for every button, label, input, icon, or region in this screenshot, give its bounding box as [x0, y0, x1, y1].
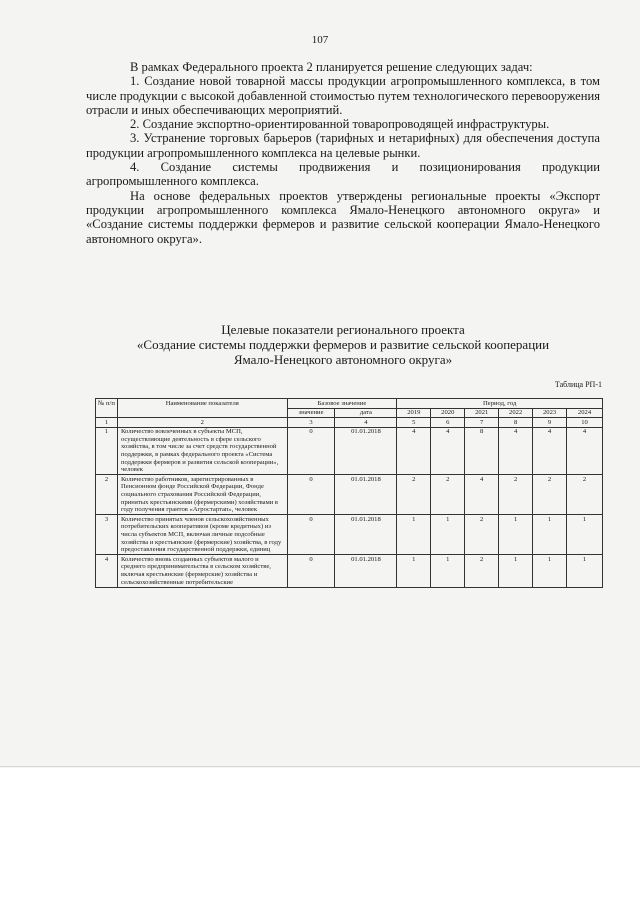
- header-value: значение: [287, 408, 335, 418]
- row-number: 4: [96, 555, 118, 587]
- year-value: 2: [499, 475, 533, 515]
- paragraph: 1. Создание новой товарной массы продукции агропромышленного комплекса, в том числе продукции с высокой добавленной стоимостью путем технологического перевооружения отрасли и иных обеспечивающих мероприятий.: [86, 74, 600, 117]
- indicator-name: Количество работников, зарегистрированных в Пенсионном фонде Российской Федерации, Фонде социального страхования Российской Федерации, принятых крестьянскими (фермерскими) хозяйствами в году получения грантов «Агростартап», человек: [117, 475, 287, 515]
- year-value: 2: [431, 475, 465, 515]
- paragraph: 4. Создание системы продвижения и позиционирования продукции агропромышленного комплекса.: [86, 160, 600, 189]
- row-number: 2: [96, 475, 118, 515]
- indicator-name: Количество принятых членов сельскохозяйственных потребительских кооперативов (кроме кредитных) из числа субъектов МСП, включая личные подсобные хозяйства и крестьянские (фермерские) хозяйства, в году предоставления государственной поддержки, единиц: [117, 515, 287, 555]
- year-value: 1: [431, 515, 465, 555]
- header-year: 2019: [397, 408, 431, 418]
- header-number: № п/п: [96, 399, 118, 418]
- year-value: 1: [567, 515, 603, 555]
- year-value: 2: [397, 475, 431, 515]
- column-number-row: [96, 418, 603, 428]
- page-number: 107: [311, 34, 329, 46]
- year-value: 1: [499, 555, 533, 587]
- header-date: дата: [335, 408, 397, 418]
- header-year: 2023: [533, 408, 567, 418]
- year-value: 1: [431, 555, 465, 587]
- indicators-table: [95, 398, 603, 588]
- year-value: 1: [397, 515, 431, 555]
- base-value: 0: [287, 515, 335, 555]
- year-value: 1: [567, 555, 603, 587]
- base-date: 01.01.2018: [335, 555, 397, 587]
- row-number: 3: [96, 515, 118, 555]
- base-date: 01.01.2018: [335, 515, 397, 555]
- header-year: 2024: [567, 408, 603, 418]
- base-date: 01.01.2018: [335, 427, 397, 475]
- column-number: 9: [533, 418, 567, 428]
- section-title-line: Ямало-Ненецкого автономного округа»: [233, 352, 453, 367]
- paragraph: 3. Устранение торговых барьеров (тарифных и нетарифных) для обеспечения доступа продукции агропромышленного комплекса на целевые рынки.: [86, 131, 600, 160]
- year-value: 1: [533, 555, 567, 587]
- year-value: 8: [465, 427, 499, 475]
- table-row: [96, 515, 603, 555]
- base-value: 0: [287, 555, 335, 587]
- year-value: 1: [533, 515, 567, 555]
- base-value: 0: [287, 427, 335, 475]
- year-value: 4: [465, 475, 499, 515]
- header-base-value: Базовое значение: [287, 399, 397, 409]
- year-value: 2: [465, 515, 499, 555]
- year-value: 4: [533, 427, 567, 475]
- table-row: [96, 555, 603, 587]
- paragraph: В рамках Федерального проекта 2 планируется решение следующих задач:: [130, 60, 533, 74]
- column-number: 7: [465, 418, 499, 428]
- year-value: 1: [397, 555, 431, 587]
- page-edge: [0, 766, 640, 767]
- column-number: 10: [567, 418, 603, 428]
- header-period: Период, год: [397, 399, 603, 409]
- year-value: 4: [499, 427, 533, 475]
- year-value: 2: [533, 475, 567, 515]
- column-number: 4: [335, 418, 397, 428]
- base-value: 0: [287, 475, 335, 515]
- table-row: [96, 427, 603, 475]
- column-number: 3: [287, 418, 335, 428]
- indicator-name: Количество вновь созданных субъектов малого и среднего предпринимательства в сельском хозяйстве, включая крестьянские (фермерские) хозяйства и сельскохозяйственные потребительские: [117, 555, 287, 587]
- body-text: [86, 60, 600, 246]
- year-value: 4: [431, 427, 465, 475]
- table-caption: Таблица РП-1: [554, 380, 602, 389]
- section-title: [86, 322, 600, 367]
- year-value: 2: [465, 555, 499, 587]
- header-year: 2021: [465, 408, 499, 418]
- table-row: [96, 475, 603, 515]
- header-indicator-name: Наименование показателя: [117, 399, 287, 418]
- column-number: 8: [499, 418, 533, 428]
- table-header-row: [96, 399, 603, 409]
- paragraph: 2. Создание экспортно-ориентированной товаропроводящей инфраструктуры.: [130, 117, 550, 132]
- year-value: 4: [567, 427, 603, 475]
- column-number: 2: [117, 418, 287, 428]
- column-number: 6: [431, 418, 465, 428]
- row-number: 1: [96, 427, 118, 475]
- column-number: 1: [96, 418, 118, 428]
- year-value: 2: [567, 475, 603, 515]
- indicator-name: Количество вовлеченных в субъекты МСП, осуществляющие деятельность в сфере сельского хозяйства, в том числе за счет средств государственной поддержки, в рамках федерального проекта «Система поддержки фермеров и развития сельской кооперации», человек: [117, 427, 287, 475]
- section-title-line: «Создание системы поддержки фермеров и развитие сельской кооперации: [136, 337, 550, 352]
- column-number: 5: [397, 418, 431, 428]
- section-title-line: Целевые показатели регионального проекта: [221, 322, 465, 337]
- paragraph: На основе федеральных проектов утверждены региональные проекты «Экспорт продукции агропромышленного комплекса Ямало-Ненецкого автономного округа» и «Создание системы поддержки фермеров и развитие сельской кооперации Ямало-Ненецкого автономного округа».: [86, 188, 600, 246]
- base-date: 01.01.2018: [335, 475, 397, 515]
- year-value: 1: [499, 515, 533, 555]
- header-year: 2020: [431, 408, 465, 418]
- header-year: 2022: [499, 408, 533, 418]
- year-value: 4: [397, 427, 431, 475]
